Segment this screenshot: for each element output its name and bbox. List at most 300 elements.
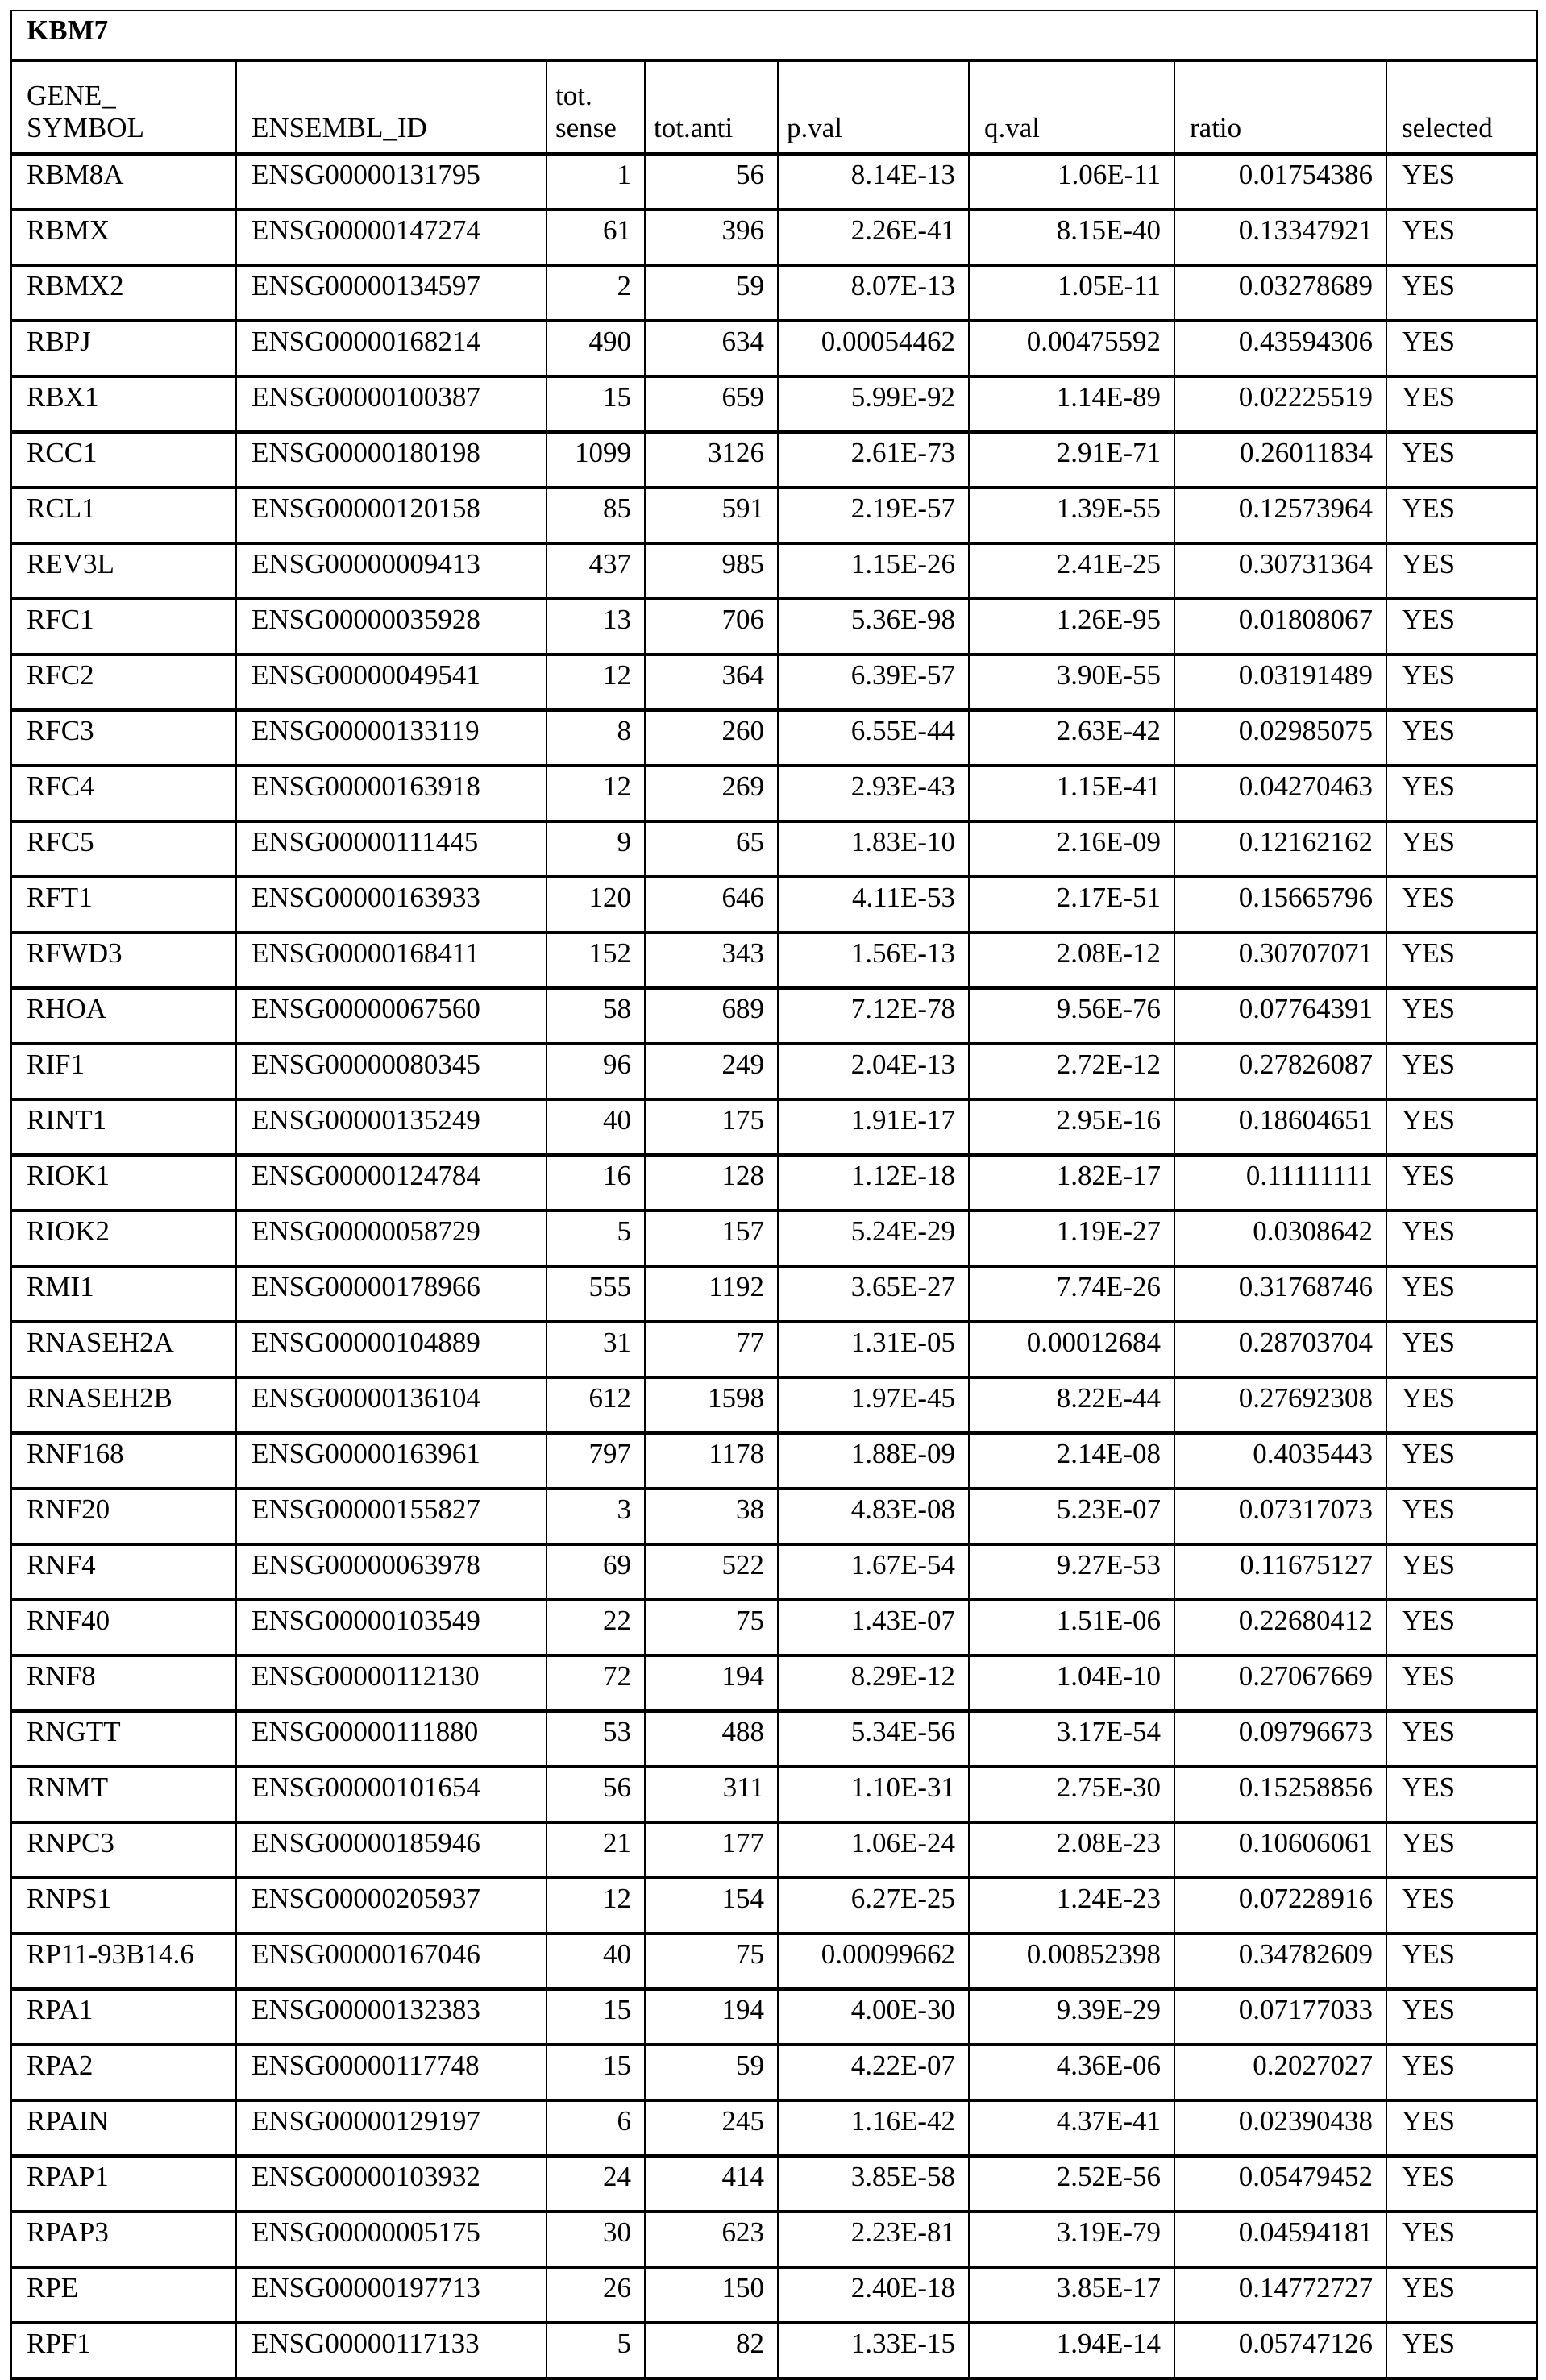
selected-cell: YES	[1386, 2323, 1537, 2378]
selected-cell: YES	[1386, 1099, 1537, 1155]
selected-cell: YES	[1386, 1933, 1537, 1989]
p-val-cell: 1.16E-42	[778, 2100, 969, 2156]
ratio-cell: 0.05747126	[1174, 2323, 1386, 2378]
q-val-cell: 1.05E-11	[969, 265, 1174, 321]
gene-symbol-cell: RPAP3	[11, 2212, 236, 2267]
tot-anti-cell: 396	[645, 210, 778, 265]
tot-anti-cell: 56	[645, 154, 778, 210]
ensembl-id-cell: ENSG00000104889	[236, 1322, 547, 1377]
selected-cell: YES	[1386, 710, 1537, 766]
ratio-cell: 0.01754386	[1174, 154, 1386, 210]
tot-sense-cell: 31	[547, 1322, 645, 1377]
gene-symbol-cell: RPE	[11, 2267, 236, 2323]
selected-cell: YES	[1386, 654, 1537, 710]
p-val-cell: 1.88E-09	[778, 1433, 969, 1489]
ensembl-id-cell: ENSG00000147274	[236, 210, 547, 265]
table-row	[11, 543, 1537, 599]
gene-symbol-cell: RPAP1	[11, 2156, 236, 2212]
ratio-cell: 0.18604651	[1174, 1099, 1386, 1155]
table-row	[11, 821, 1537, 877]
tot-anti-cell: 623	[645, 2212, 778, 2267]
gene-symbol-cell: RPAIN	[11, 2100, 236, 2156]
table-row	[11, 654, 1537, 710]
table-row	[11, 877, 1537, 932]
ensembl-id-cell: ENSG00000168411	[236, 932, 547, 988]
table-title: KBM7	[11, 10, 1537, 60]
q-val-cell: 2.75E-30	[969, 1767, 1174, 1822]
ensembl-id-cell: ENSG00000131795	[236, 154, 547, 210]
ensembl-id-cell: ENSG00000112130	[236, 1655, 547, 1711]
tot-sense-cell: 72	[547, 1655, 645, 1711]
tot-anti-cell: 1178	[645, 1433, 778, 1489]
table-row	[11, 932, 1537, 988]
tot-sense-cell: 152	[547, 932, 645, 988]
gene-symbol-cell: RBPJ	[11, 321, 236, 376]
tot-anti-cell: 175	[645, 1099, 778, 1155]
gene-symbol-cell: RBM8A	[11, 154, 236, 210]
tot-sense-cell: 1099	[547, 432, 645, 488]
table-row	[11, 210, 1537, 265]
table-row	[11, 1044, 1537, 1099]
ratio-cell: 0.28703704	[1174, 1322, 1386, 1377]
tot-sense-cell: 58	[547, 988, 645, 1044]
q-val-cell: 9.27E-53	[969, 1544, 1174, 1600]
q-val-cell: 2.63E-42	[969, 710, 1174, 766]
p-val-cell: 1.10E-31	[778, 1767, 969, 1822]
p-val-cell: 2.61E-73	[778, 432, 969, 488]
ratio-cell: 0.30707071	[1174, 932, 1386, 988]
ratio-cell: 0.15258856	[1174, 1767, 1386, 1822]
header-row	[11, 60, 1537, 154]
selected-cell: YES	[1386, 154, 1537, 210]
tot-anti-cell: 1192	[645, 1266, 778, 1322]
tot-sense-cell: 96	[547, 1044, 645, 1099]
q-val-cell: 3.85E-17	[969, 2267, 1174, 2323]
ratio-cell: 0.07317073	[1174, 1489, 1386, 1544]
q-val-cell: 2.17E-51	[969, 877, 1174, 932]
tot-anti-cell: 659	[645, 376, 778, 432]
selected-cell: YES	[1386, 1433, 1537, 1489]
tot-anti-cell: 269	[645, 766, 778, 821]
q-val-cell: 1.14E-89	[969, 376, 1174, 432]
ensembl-id-cell: ENSG00000197713	[236, 2267, 547, 2323]
table-row	[11, 1878, 1537, 1933]
table-row	[11, 1099, 1537, 1155]
tot-anti-cell: 75	[645, 1933, 778, 1989]
tot-anti-cell: 38	[645, 1489, 778, 1544]
ratio-cell: 0.15665796	[1174, 877, 1386, 932]
q-val-cell: 8.22E-44	[969, 1377, 1174, 1433]
ratio-cell: 0.03191489	[1174, 654, 1386, 710]
q-val-cell: 9.39E-29	[969, 1989, 1174, 2045]
table-row	[11, 1655, 1537, 1711]
tot-anti-cell: 646	[645, 877, 778, 932]
selected-cell: YES	[1386, 766, 1537, 821]
table-row	[11, 1266, 1537, 1322]
table-row	[11, 1211, 1537, 1266]
tot-sense-cell: 15	[547, 1989, 645, 2045]
tot-anti-cell: 260	[645, 710, 778, 766]
tot-anti-cell: 177	[645, 1822, 778, 1878]
tot-sense-cell: 85	[547, 488, 645, 543]
gene-symbol-cell: RINT1	[11, 1099, 236, 1155]
tot-sense-cell: 15	[547, 2045, 645, 2100]
p-val-cell: 1.31E-05	[778, 1322, 969, 1377]
tot-sense-cell: 56	[547, 1767, 645, 1822]
gene-symbol-cell: RNF4	[11, 1544, 236, 1600]
gene-symbol-cell: RNASEH2A	[11, 1322, 236, 1377]
table-row	[11, 1322, 1537, 1377]
tot-anti-cell: 154	[645, 1878, 778, 1933]
tot-anti-cell: 245	[645, 2100, 778, 2156]
gene-symbol-cell: RNPS1	[11, 1878, 236, 1933]
tot-anti-cell: 3126	[645, 432, 778, 488]
table-row	[11, 988, 1537, 1044]
p-val-cell: 6.55E-44	[778, 710, 969, 766]
q-val-cell: 3.17E-54	[969, 1711, 1174, 1767]
gene-symbol-cell: RPA2	[11, 2045, 236, 2100]
tot-anti-cell: 634	[645, 321, 778, 376]
gene-symbol-cell: RIF1	[11, 1044, 236, 1099]
table-row	[11, 1155, 1537, 1211]
gene-symbol-cell: RBMX2	[11, 265, 236, 321]
ensembl-id-cell: ENSG00000205937	[236, 1878, 547, 1933]
tot-sense-cell: 5	[547, 2323, 645, 2378]
p-val-cell: 1.43E-07	[778, 1600, 969, 1655]
ratio-cell: 0.2027027	[1174, 2045, 1386, 2100]
ensembl-id-cell: ENSG00000111880	[236, 1711, 547, 1767]
ratio-cell: 0.12573964	[1174, 488, 1386, 543]
q-val-cell: 1.04E-10	[969, 1655, 1174, 1711]
ratio-cell: 0.4035443	[1174, 1433, 1386, 1489]
tot-sense-cell: 797	[547, 1433, 645, 1489]
tot-sense-cell: 21	[547, 1822, 645, 1878]
tot-anti-cell: 985	[645, 543, 778, 599]
ensembl-id-cell: ENSG00000035928	[236, 599, 547, 654]
tot-anti-cell: 522	[645, 1544, 778, 1600]
column-header-ensembl-id: ENSEMBL_ID	[236, 60, 547, 154]
p-val-cell: 1.12E-18	[778, 1155, 969, 1211]
tot-anti-cell: 77	[645, 1322, 778, 1377]
gene-symbol-cell: RNF20	[11, 1489, 236, 1544]
p-val-cell: 8.14E-13	[778, 154, 969, 210]
p-val-cell: 1.56E-13	[778, 932, 969, 988]
column-header-tot-anti: tot.anti	[645, 60, 778, 154]
tot-sense-cell: 26	[547, 2267, 645, 2323]
selected-cell: YES	[1386, 543, 1537, 599]
ratio-cell: 0.27067669	[1174, 1655, 1386, 1711]
ratio-cell: 0.31768746	[1174, 1266, 1386, 1322]
q-val-cell: 2.16E-09	[969, 821, 1174, 877]
selected-cell: YES	[1386, 2212, 1537, 2267]
ensembl-id-cell: ENSG00000117748	[236, 2045, 547, 2100]
table-row	[11, 2267, 1537, 2323]
ratio-cell: 0.02985075	[1174, 710, 1386, 766]
ensembl-id-cell: ENSG00000178966	[236, 1266, 547, 1322]
tot-anti-cell: 591	[645, 488, 778, 543]
ratio-cell: 0.04270463	[1174, 766, 1386, 821]
q-val-cell: 2.14E-08	[969, 1433, 1174, 1489]
tot-anti-cell: 157	[645, 1211, 778, 1266]
p-val-cell: 2.93E-43	[778, 766, 969, 821]
ensembl-id-cell: ENSG00000124784	[236, 1155, 547, 1211]
selected-cell: YES	[1386, 2045, 1537, 2100]
tot-sense-cell: 1	[547, 154, 645, 210]
gene-symbol-cell: RFC4	[11, 766, 236, 821]
ensembl-id-cell: ENSG00000155827	[236, 1489, 547, 1544]
ratio-cell: 0.07228916	[1174, 1878, 1386, 1933]
table-row	[11, 1711, 1537, 1767]
ratio-cell: 0.26011834	[1174, 432, 1386, 488]
p-val-cell: 1.33E-15	[778, 2323, 969, 2378]
gene-symbol-cell: RIOK1	[11, 1155, 236, 1211]
tot-anti-cell: 194	[645, 1989, 778, 2045]
selected-cell: YES	[1386, 488, 1537, 543]
ratio-cell: 0.0308642	[1174, 1211, 1386, 1266]
table-row	[11, 1600, 1537, 1655]
kbm7-gene-table	[10, 10, 1538, 2380]
ratio-cell: 0.14772727	[1174, 2267, 1386, 2323]
ensembl-id-cell: ENSG00000005175	[236, 2212, 547, 2267]
column-header-tot-sense: tot. sense	[547, 60, 645, 154]
table-row	[11, 2323, 1537, 2378]
ensembl-id-cell: ENSG00000180198	[236, 432, 547, 488]
p-val-cell: 8.07E-13	[778, 265, 969, 321]
tot-sense-cell: 22	[547, 1600, 645, 1655]
q-val-cell: 1.15E-41	[969, 766, 1174, 821]
p-val-cell: 5.34E-56	[778, 1711, 969, 1767]
tot-sense-cell: 16	[547, 1155, 645, 1211]
gene-symbol-cell: RCL1	[11, 488, 236, 543]
tot-sense-cell: 612	[547, 1377, 645, 1433]
gene-symbol-cell: RFC2	[11, 654, 236, 710]
ensembl-id-cell: ENSG00000100387	[236, 376, 547, 432]
ensembl-id-cell: ENSG00000136104	[236, 1377, 547, 1433]
ensembl-id-cell: ENSG00000063978	[236, 1544, 547, 1600]
ratio-cell: 0.10606061	[1174, 1822, 1386, 1878]
ensembl-id-cell: ENSG00000134597	[236, 265, 547, 321]
table-row	[11, 1767, 1537, 1822]
table-row	[11, 599, 1537, 654]
p-val-cell: 6.27E-25	[778, 1878, 969, 1933]
gene-symbol-cell: RPF1	[11, 2323, 236, 2378]
ratio-cell: 0.09796673	[1174, 1711, 1386, 1767]
ensembl-id-cell: ENSG00000129197	[236, 2100, 547, 2156]
ensembl-id-cell: ENSG00000163918	[236, 766, 547, 821]
table-row	[11, 1377, 1537, 1433]
tot-sense-cell: 120	[547, 877, 645, 932]
p-val-cell: 2.26E-41	[778, 210, 969, 265]
q-val-cell: 0.00475592	[969, 321, 1174, 376]
gene-symbol-cell: RBX1	[11, 376, 236, 432]
tot-anti-cell: 689	[645, 988, 778, 1044]
ratio-cell: 0.11111111	[1174, 1155, 1386, 1211]
selected-cell: YES	[1386, 1878, 1537, 1933]
gene-symbol-cell: RHOA	[11, 988, 236, 1044]
q-val-cell: 2.41E-25	[969, 543, 1174, 599]
ensembl-id-cell: ENSG00000163961	[236, 1433, 547, 1489]
ensembl-id-cell: ENSG00000185946	[236, 1822, 547, 1878]
gene-symbol-cell: REV3L	[11, 543, 236, 599]
tot-anti-cell: 706	[645, 599, 778, 654]
table-row	[11, 1433, 1537, 1489]
tot-sense-cell: 13	[547, 599, 645, 654]
p-val-cell: 2.40E-18	[778, 2267, 969, 2323]
column-header-selected: selected	[1386, 60, 1537, 154]
tot-sense-cell: 5	[547, 1211, 645, 1266]
ratio-cell: 0.43594306	[1174, 321, 1386, 376]
tot-anti-cell: 59	[645, 265, 778, 321]
ratio-cell: 0.02225519	[1174, 376, 1386, 432]
tot-sense-cell: 3	[547, 1489, 645, 1544]
tot-sense-cell: 12	[547, 654, 645, 710]
p-val-cell: 8.29E-12	[778, 1655, 969, 1711]
ensembl-id-cell: ENSG00000111445	[236, 821, 547, 877]
tot-sense-cell: 555	[547, 1266, 645, 1322]
table-row	[11, 1489, 1537, 1544]
p-val-cell: 2.19E-57	[778, 488, 969, 543]
column-header-q-val: q.val	[969, 60, 1174, 154]
ensembl-id-cell: ENSG00000009413	[236, 543, 547, 599]
q-val-cell: 1.94E-14	[969, 2323, 1174, 2378]
selected-cell: YES	[1386, 599, 1537, 654]
tot-anti-cell: 311	[645, 1767, 778, 1822]
table-row	[11, 154, 1537, 210]
tot-anti-cell: 1598	[645, 1377, 778, 1433]
tot-sense-cell: 53	[547, 1711, 645, 1767]
tot-anti-cell: 488	[645, 1711, 778, 1767]
q-val-cell: 3.90E-55	[969, 654, 1174, 710]
tot-anti-cell: 59	[645, 2045, 778, 2100]
table-row	[11, 432, 1537, 488]
ensembl-id-cell: ENSG00000080345	[236, 1044, 547, 1099]
selected-cell: YES	[1386, 1377, 1537, 1433]
table-row	[11, 2100, 1537, 2156]
tot-anti-cell: 194	[645, 1655, 778, 1711]
selected-cell: YES	[1386, 432, 1537, 488]
p-val-cell: 6.39E-57	[778, 654, 969, 710]
p-val-cell: 4.11E-53	[778, 877, 969, 932]
ratio-cell: 0.07764391	[1174, 988, 1386, 1044]
q-val-cell: 1.39E-55	[969, 488, 1174, 543]
tot-sense-cell: 61	[547, 210, 645, 265]
q-val-cell: 1.19E-27	[969, 1211, 1174, 1266]
selected-cell: YES	[1386, 1266, 1537, 1322]
ratio-cell: 0.11675127	[1174, 1544, 1386, 1600]
gene-symbol-cell: RNMT	[11, 1767, 236, 1822]
table-row	[11, 1933, 1537, 1989]
selected-cell: YES	[1386, 1489, 1537, 1544]
selected-cell: YES	[1386, 1767, 1537, 1822]
p-val-cell: 2.04E-13	[778, 1044, 969, 1099]
tot-sense-cell: 490	[547, 321, 645, 376]
q-val-cell: 1.51E-06	[969, 1600, 1174, 1655]
ensembl-id-cell: ENSG00000168214	[236, 321, 547, 376]
table-row	[11, 376, 1537, 432]
p-val-cell: 2.23E-81	[778, 2212, 969, 2267]
ratio-cell: 0.04594181	[1174, 2212, 1386, 2267]
ratio-cell: 0.30731364	[1174, 543, 1386, 599]
q-val-cell: 7.74E-26	[969, 1266, 1174, 1322]
p-val-cell: 3.65E-27	[778, 1266, 969, 1322]
q-val-cell: 1.06E-11	[969, 154, 1174, 210]
ratio-cell: 0.05479452	[1174, 2156, 1386, 2212]
tot-sense-cell: 12	[547, 1878, 645, 1933]
ensembl-id-cell: ENSG00000133119	[236, 710, 547, 766]
gene-symbol-cell: RP11-93B14.6	[11, 1933, 236, 1989]
gene-symbol-cell: RFC1	[11, 599, 236, 654]
gene-symbol-cell: RNGTT	[11, 1711, 236, 1767]
selected-cell: YES	[1386, 988, 1537, 1044]
ratio-cell: 0.12162162	[1174, 821, 1386, 877]
ensembl-id-cell: ENSG00000103932	[236, 2156, 547, 2212]
gene-symbol-cell: RFC3	[11, 710, 236, 766]
p-val-cell: 1.67E-54	[778, 1544, 969, 1600]
selected-cell: YES	[1386, 1544, 1537, 1600]
selected-cell: YES	[1386, 1211, 1537, 1266]
ensembl-id-cell: ENSG00000167046	[236, 1933, 547, 1989]
selected-cell: YES	[1386, 1600, 1537, 1655]
selected-cell: YES	[1386, 1711, 1537, 1767]
selected-cell: YES	[1386, 821, 1537, 877]
selected-cell: YES	[1386, 1044, 1537, 1099]
table-row	[11, 265, 1537, 321]
selected-cell: YES	[1386, 1822, 1537, 1878]
ensembl-id-cell: ENSG00000117133	[236, 2323, 547, 2378]
q-val-cell: 2.95E-16	[969, 1099, 1174, 1155]
gene-symbol-cell: RNPC3	[11, 1822, 236, 1878]
ratio-cell: 0.02390438	[1174, 2100, 1386, 2156]
gene-symbol-cell: RNF40	[11, 1600, 236, 1655]
q-val-cell: 1.24E-23	[969, 1878, 1174, 1933]
p-val-cell: 1.83E-10	[778, 821, 969, 877]
ensembl-id-cell: ENSG00000049541	[236, 654, 547, 710]
p-val-cell: 4.00E-30	[778, 1989, 969, 2045]
tot-anti-cell: 249	[645, 1044, 778, 1099]
tot-anti-cell: 414	[645, 2156, 778, 2212]
table-row	[11, 321, 1537, 376]
ensembl-id-cell: ENSG00000067560	[236, 988, 547, 1044]
table-row	[11, 766, 1537, 821]
tot-sense-cell: 15	[547, 376, 645, 432]
q-val-cell: 2.52E-56	[969, 2156, 1174, 2212]
p-val-cell: 4.83E-08	[778, 1489, 969, 1544]
table-row	[11, 1989, 1537, 2045]
selected-cell: YES	[1386, 1989, 1537, 2045]
table-title-row	[11, 10, 1537, 60]
tot-sense-cell: 69	[547, 1544, 645, 1600]
tot-sense-cell: 9	[547, 821, 645, 877]
tot-anti-cell: 364	[645, 654, 778, 710]
p-val-cell: 7.12E-78	[778, 988, 969, 1044]
selected-cell: YES	[1386, 2267, 1537, 2323]
table-row	[11, 1544, 1537, 1600]
gene-symbol-cell: RMI1	[11, 1266, 236, 1322]
table-row	[11, 2156, 1537, 2212]
gene-symbol-cell: RBMX	[11, 210, 236, 265]
ratio-cell: 0.13347921	[1174, 210, 1386, 265]
table-row	[11, 2045, 1537, 2100]
p-val-cell: 4.22E-07	[778, 2045, 969, 2100]
tot-anti-cell: 150	[645, 2267, 778, 2323]
p-val-cell: 0.00099662	[778, 1933, 969, 1989]
p-val-cell: 1.97E-45	[778, 1377, 969, 1433]
q-val-cell: 5.23E-07	[969, 1489, 1174, 1544]
selected-cell: YES	[1386, 2100, 1537, 2156]
tot-anti-cell: 128	[645, 1155, 778, 1211]
tot-sense-cell: 8	[547, 710, 645, 766]
table-row	[11, 710, 1537, 766]
